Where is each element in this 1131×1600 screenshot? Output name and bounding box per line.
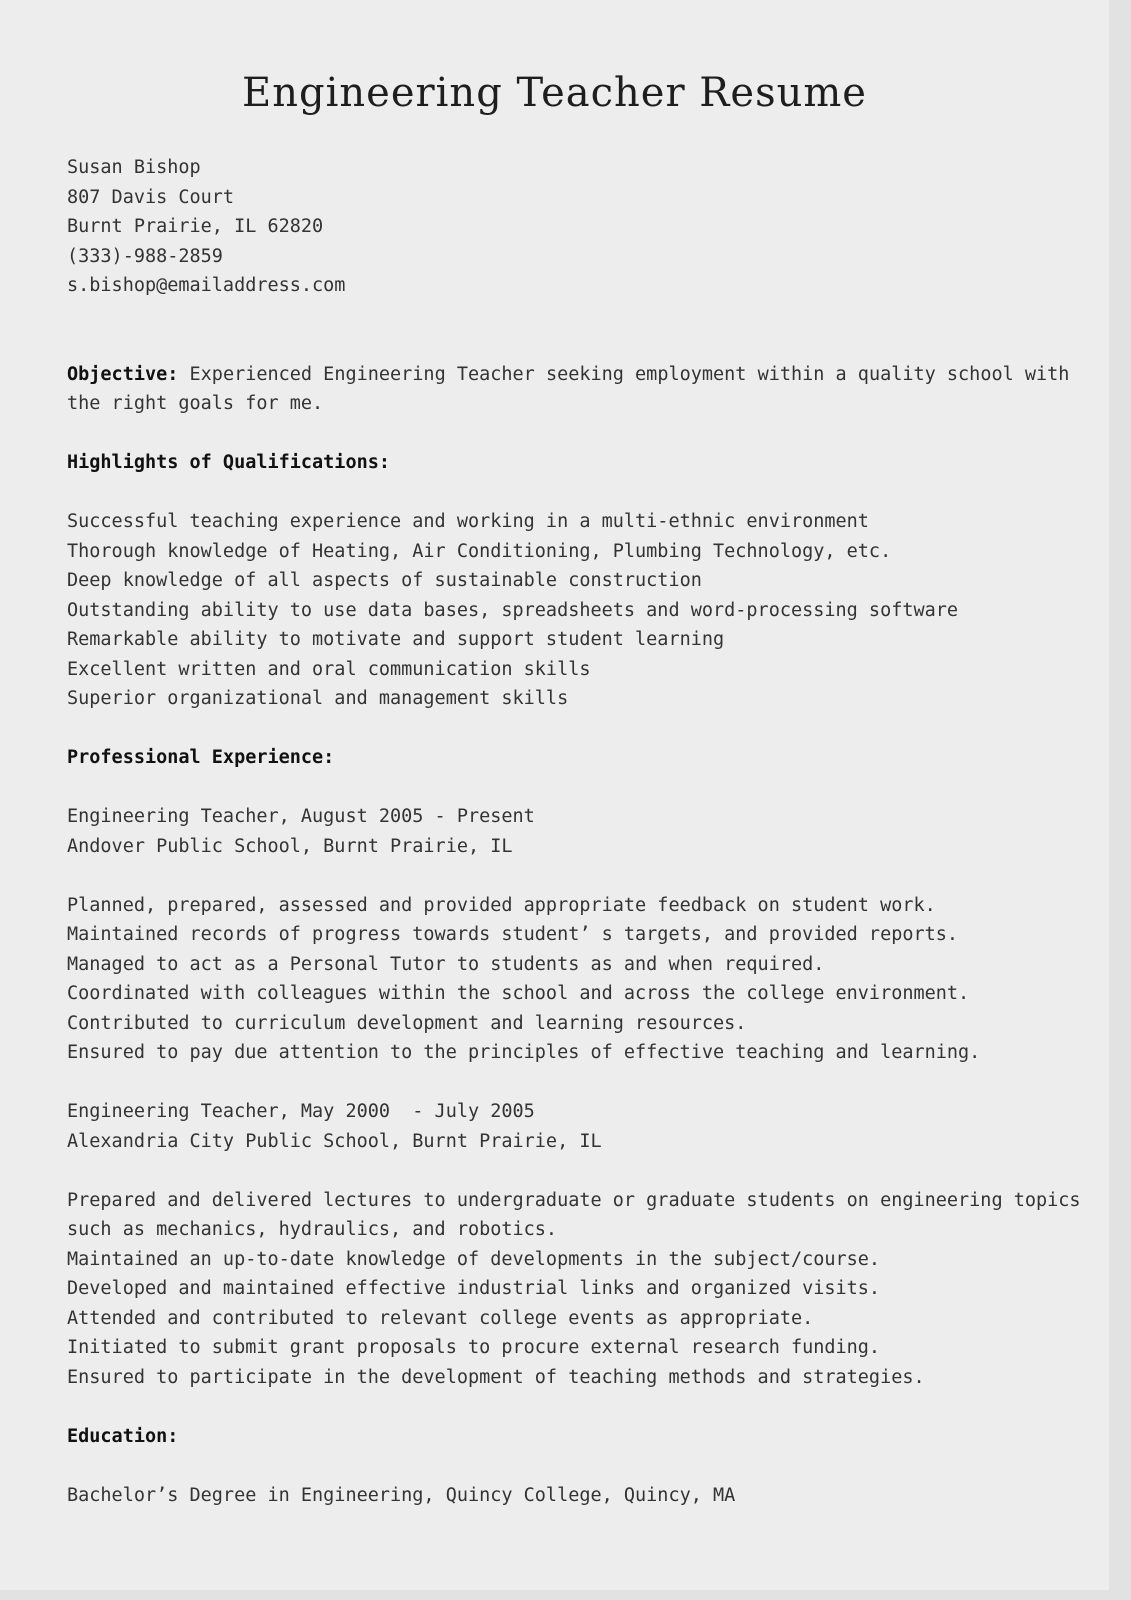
job-entry [67,802,1067,1068]
job-title-line: Engineering Teacher, August 2005 - Present [67,806,535,827]
list-item: Thorough knowledge of Heating, Air Conditioning, Plumbing Technology, etc. [67,540,892,562]
contact-phone: (333)-988-2859 [67,245,223,267]
highlights-section [67,448,1067,714]
contact-block [67,153,1067,301]
contact-email: s.bishop@emailaddress.com [67,275,346,296]
list-item: such as mechanics, hydraulics, and robotics. [67,1219,558,1240]
education-section [67,1422,1067,1511]
list-item: Ensured to participate in the development of teaching methods and strategies. [67,1366,925,1388]
objective-section [67,360,1070,419]
experience-heading: Professional Experience: [67,747,335,768]
objective-text-line2: the right goals for me. [67,393,324,414]
education-list [67,1481,1067,1511]
list-item: Managed to act as a Personal Tutor to students as and when required. [67,953,825,975]
list-item: Outstanding ability to use data bases, spreadsheets and word-processing software [67,599,959,621]
resume-body [67,153,1081,1510]
list-item: Ensured to pay due attention to the principles of effective teaching and learning. [67,1042,981,1063]
list-item: Successful teaching experience and working in a multi-ethnic environment [67,511,869,532]
list-item: Deep knowledge of all aspects of sustainable construction [67,570,702,591]
contact-name: Susan Bishop [67,157,201,178]
list-item: Maintained records of progress towards student’ s targets, and provided reports. [67,924,959,945]
list-item: Bachelor’s Degree in Engineering, Quincy College, Quincy, MA [67,1484,736,1506]
list-item: Contributed to curriculum development and learning resources. [67,1012,747,1034]
job-school-line: Andover Public School, Burnt Prairie, IL [67,835,513,857]
highlights-heading: Highlights of Qualifications: [67,452,391,473]
highlights-list [67,507,1067,714]
contact-city: Burnt Prairie, IL 62820 [67,216,324,237]
list-item: Excellent written and oral communication skills [67,658,591,680]
list-item: Planned, prepared, assessed and provided appropriate feedback on student work. [67,894,936,916]
list-item: Superior organizational and management skills [67,688,569,709]
contact-street: 807 Davis Court [67,186,235,208]
education-heading: Education: [67,1425,179,1447]
page-title: Engineering Teacher Resume [242,70,867,116]
experience-section [67,743,1081,1392]
list-item: Coordinated with colleagues within the school and across the college environment. [67,983,970,1004]
job-school-line: Alexandria City Public School, Burnt Prairie, IL [67,1130,602,1152]
job-entry [67,1097,1081,1392]
list-item: Maintained an up-to-date knowledge of developments in the subject/course. [67,1248,881,1270]
list-item: Initiated to submit grant proposals to procure external research funding. [67,1337,881,1358]
list-item: Prepared and delivered lectures to undergraduate or graduate students on engineering topics [67,1189,1081,1211]
objective-text-line1: Experienced Engineering Teacher seeking employment within a quality school with [189,363,1070,385]
job-duties [67,1186,1081,1393]
job-title-line: Engineering Teacher, May 2000 - July 2005 [67,1101,535,1122]
list-item: Developed and maintained effective industrial links and organized visits. [67,1278,881,1299]
list-item: Remarkable ability to motivate and support student learning [67,629,725,650]
objective-label: Objective: [67,363,179,385]
list-item: Attended and contributed to relevant college events as appropriate. [67,1307,814,1329]
job-duties [67,891,1067,1068]
